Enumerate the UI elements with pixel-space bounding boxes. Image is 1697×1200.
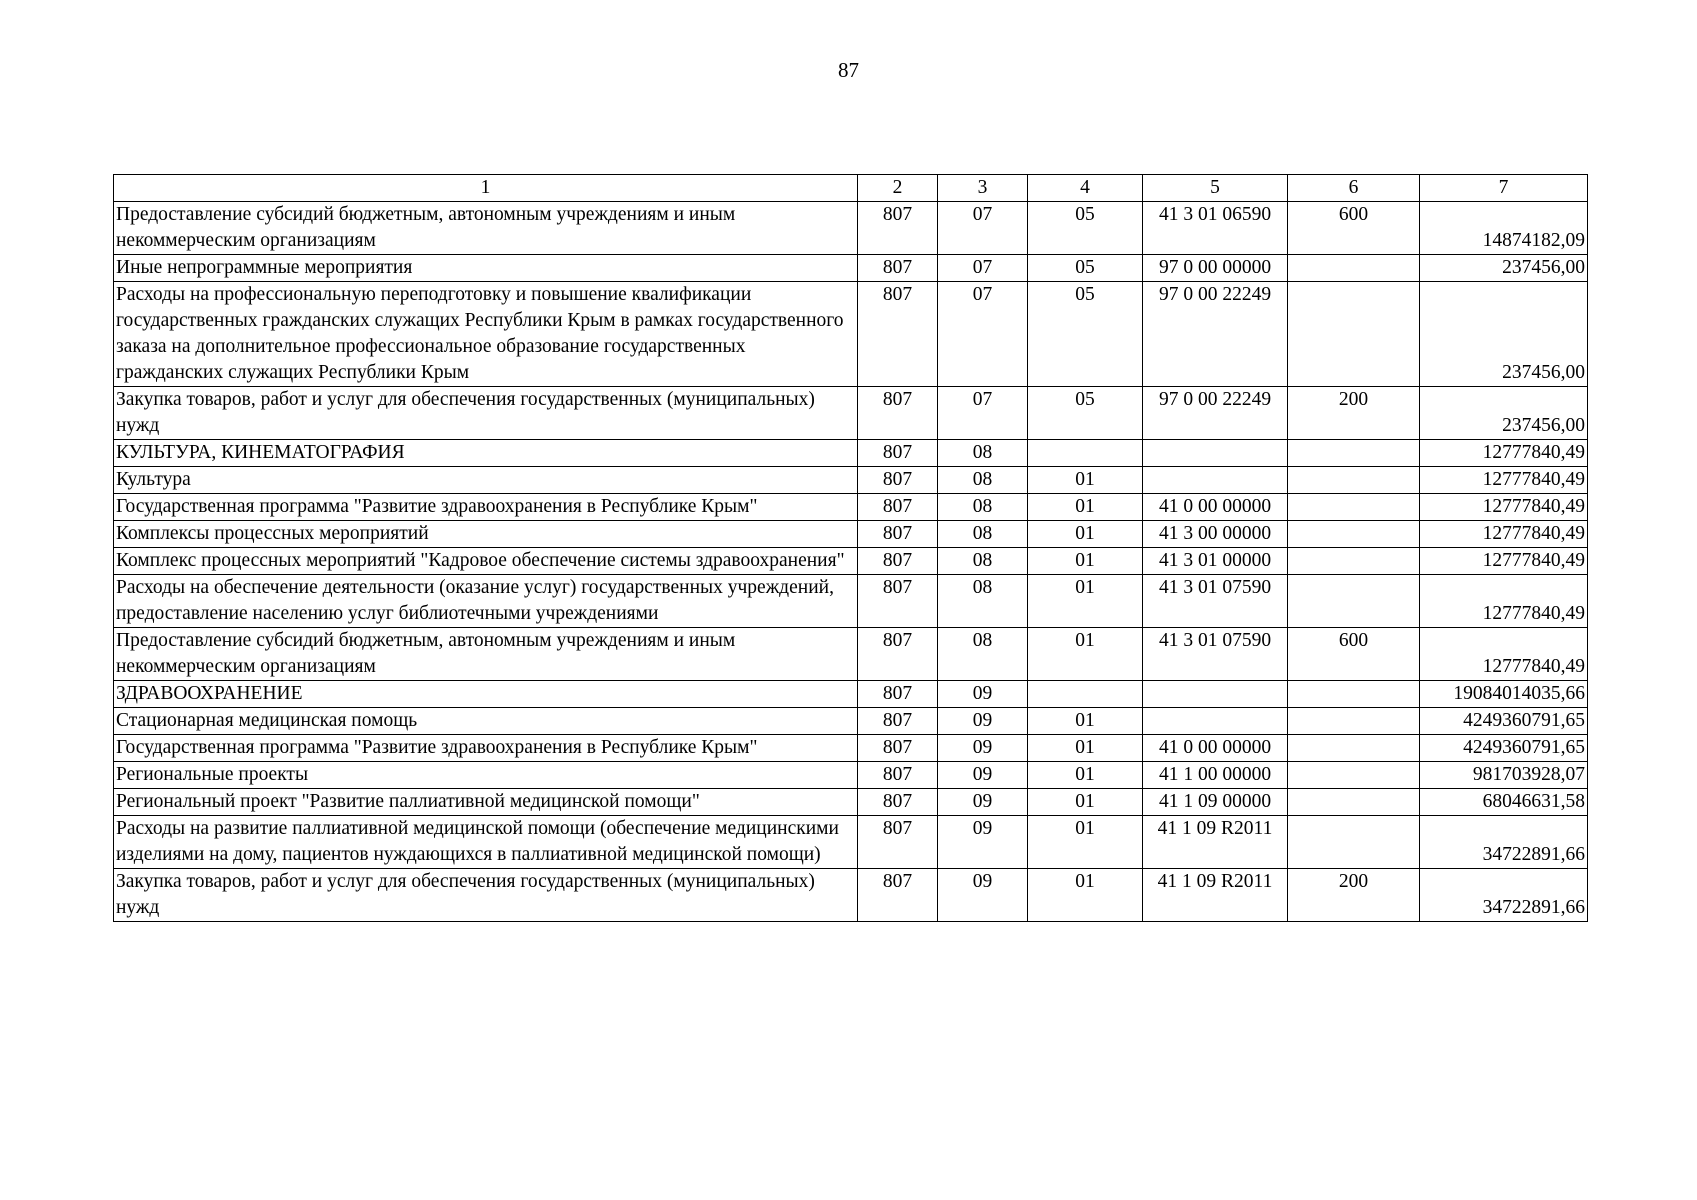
expense-type-code xyxy=(1288,282,1420,387)
amount: 981703928,07 xyxy=(1420,762,1588,789)
expense-type-code xyxy=(1288,440,1420,467)
grbs-code: 807 xyxy=(858,387,938,440)
item-name: Комплексы процессных мероприятий xyxy=(114,521,858,548)
target-article-code: 41 1 09 R2011 xyxy=(1143,869,1288,922)
item-name: Предоставление субсидий бюджетным, автономным учреждениям и иным некоммерческим организациям xyxy=(114,628,858,681)
expense-type-code: 200 xyxy=(1288,387,1420,440)
section-code: 09 xyxy=(938,708,1028,735)
table-row xyxy=(114,708,1588,735)
amount: 4249360791,65 xyxy=(1420,708,1588,735)
amount: 12777840,49 xyxy=(1420,521,1588,548)
table-row xyxy=(114,467,1588,494)
column-header: 7 xyxy=(1420,175,1588,202)
section-code: 08 xyxy=(938,628,1028,681)
expense-type-code xyxy=(1288,762,1420,789)
expense-type-code xyxy=(1288,255,1420,282)
subsection-code: 01 xyxy=(1028,575,1143,628)
grbs-code: 807 xyxy=(858,869,938,922)
amount: 68046631,58 xyxy=(1420,789,1588,816)
table-row xyxy=(114,575,1588,628)
section-code: 09 xyxy=(938,869,1028,922)
section-code: 07 xyxy=(938,255,1028,282)
subsection-code: 01 xyxy=(1028,735,1143,762)
subsection-code: 01 xyxy=(1028,869,1143,922)
section-code: 08 xyxy=(938,440,1028,467)
expense-type-code xyxy=(1288,708,1420,735)
amount: 12777840,49 xyxy=(1420,440,1588,467)
subsection-code: 01 xyxy=(1028,789,1143,816)
target-article-code: 41 3 01 07590 xyxy=(1143,575,1288,628)
expense-type-code: 200 xyxy=(1288,869,1420,922)
item-name: Региональные проекты xyxy=(114,762,858,789)
subsection-code: 01 xyxy=(1028,708,1143,735)
section-code: 09 xyxy=(938,816,1028,869)
item-name: Предоставление субсидий бюджетным, автономным учреждениям и иным некоммерческим организациям xyxy=(114,202,858,255)
subsection-code: 01 xyxy=(1028,467,1143,494)
column-header: 6 xyxy=(1288,175,1420,202)
expense-type-code xyxy=(1288,548,1420,575)
subsection-code: 05 xyxy=(1028,202,1143,255)
section-code: 09 xyxy=(938,789,1028,816)
target-article-code: 97 0 00 22249 xyxy=(1143,387,1288,440)
amount: 4249360791,65 xyxy=(1420,735,1588,762)
target-article-code: 41 0 00 00000 xyxy=(1143,494,1288,521)
target-article-code: 97 0 00 00000 xyxy=(1143,255,1288,282)
item-name: Закупка товаров, работ и услуг для обеспечения государственных (муниципальных) нужд xyxy=(114,869,858,922)
target-article-code: 41 1 09 R2011 xyxy=(1143,816,1288,869)
target-article-code xyxy=(1143,708,1288,735)
expense-type-code xyxy=(1288,494,1420,521)
table-row xyxy=(114,628,1588,681)
table-row xyxy=(114,548,1588,575)
target-article-code: 41 0 00 00000 xyxy=(1143,735,1288,762)
grbs-code: 807 xyxy=(858,467,938,494)
expense-type-code xyxy=(1288,735,1420,762)
item-name: ЗДРАВООХРАНЕНИЕ xyxy=(114,681,858,708)
item-name: Региональный проект "Развитие паллиативной медицинской помощи" xyxy=(114,789,858,816)
subsection-code: 01 xyxy=(1028,628,1143,681)
expense-type-code xyxy=(1288,681,1420,708)
section-code: 07 xyxy=(938,387,1028,440)
amount: 14874182,09 xyxy=(1420,202,1588,255)
section-code: 07 xyxy=(938,282,1028,387)
item-name: Культура xyxy=(114,467,858,494)
grbs-code: 807 xyxy=(858,789,938,816)
amount: 12777840,49 xyxy=(1420,467,1588,494)
target-article-code: 41 3 00 00000 xyxy=(1143,521,1288,548)
item-name: Стационарная медицинская помощь xyxy=(114,708,858,735)
target-article-code xyxy=(1143,467,1288,494)
item-name: Расходы на профессиональную переподготовку и повышение квалификации государственных гражданских служащих Республики Крым в рамках государственного заказа на дополнительное профессиональное образование государственных гражданских служащих Республики Крым xyxy=(114,282,858,387)
budget-table xyxy=(113,174,1588,922)
section-code: 08 xyxy=(938,467,1028,494)
item-name: Государственная программа "Развитие здравоохранения в Республике Крым" xyxy=(114,735,858,762)
column-header: 1 xyxy=(114,175,858,202)
expense-type-code xyxy=(1288,816,1420,869)
item-name: Государственная программа "Развитие здравоохранения в Республике Крым" xyxy=(114,494,858,521)
subsection-code: 05 xyxy=(1028,387,1143,440)
section-code: 07 xyxy=(938,202,1028,255)
subsection-code: 01 xyxy=(1028,521,1143,548)
subsection-code xyxy=(1028,681,1143,708)
grbs-code: 807 xyxy=(858,494,938,521)
table-row xyxy=(114,869,1588,922)
section-code: 08 xyxy=(938,494,1028,521)
table-row xyxy=(114,681,1588,708)
grbs-code: 807 xyxy=(858,202,938,255)
grbs-code: 807 xyxy=(858,708,938,735)
table-row xyxy=(114,762,1588,789)
grbs-code: 807 xyxy=(858,816,938,869)
target-article-code: 41 3 01 00000 xyxy=(1143,548,1288,575)
column-header: 3 xyxy=(938,175,1028,202)
target-article-code xyxy=(1143,440,1288,467)
amount: 12777840,49 xyxy=(1420,494,1588,521)
grbs-code: 807 xyxy=(858,735,938,762)
table-row xyxy=(114,202,1588,255)
item-name: Комплекс процессных мероприятий "Кадровое обеспечение системы здравоохранения" xyxy=(114,548,858,575)
table-row xyxy=(114,282,1588,387)
grbs-code: 807 xyxy=(858,628,938,681)
subsection-code: 05 xyxy=(1028,255,1143,282)
expense-type-code xyxy=(1288,521,1420,548)
amount: 12777840,49 xyxy=(1420,628,1588,681)
item-name: КУЛЬТУРА, КИНЕМАТОГРАФИЯ xyxy=(114,440,858,467)
section-code: 08 xyxy=(938,521,1028,548)
expense-type-code: 600 xyxy=(1288,202,1420,255)
column-header: 2 xyxy=(858,175,938,202)
target-article-code: 41 3 01 06590 xyxy=(1143,202,1288,255)
item-name: Иные непрограммные мероприятия xyxy=(114,255,858,282)
target-article-code: 41 1 09 00000 xyxy=(1143,789,1288,816)
amount: 237456,00 xyxy=(1420,282,1588,387)
grbs-code: 807 xyxy=(858,762,938,789)
table-row xyxy=(114,789,1588,816)
item-name: Расходы на обеспечение деятельности (оказание услуг) государственных учреждений, предоставление населению услуг библиотечными учреждениями xyxy=(114,575,858,628)
grbs-code: 807 xyxy=(858,282,938,387)
page-number: 87 xyxy=(838,58,859,82)
section-code: 08 xyxy=(938,575,1028,628)
grbs-code: 807 xyxy=(858,440,938,467)
grbs-code: 807 xyxy=(858,548,938,575)
section-code: 09 xyxy=(938,762,1028,789)
grbs-code: 807 xyxy=(858,255,938,282)
table-row xyxy=(114,255,1588,282)
amount: 237456,00 xyxy=(1420,255,1588,282)
grbs-code: 807 xyxy=(858,521,938,548)
target-article-code xyxy=(1143,681,1288,708)
section-code: 09 xyxy=(938,735,1028,762)
target-article-code: 97 0 00 22249 xyxy=(1143,282,1288,387)
subsection-code: 01 xyxy=(1028,762,1143,789)
grbs-code: 807 xyxy=(858,681,938,708)
subsection-code: 01 xyxy=(1028,494,1143,521)
amount: 237456,00 xyxy=(1420,387,1588,440)
item-name: Расходы на развитие паллиативной медицинской помощи (обеспечение медицинскими изделиями на дому, пациентов нуждающихся в паллиативной медицинской помощи) xyxy=(114,816,858,869)
grbs-code: 807 xyxy=(858,575,938,628)
table-row xyxy=(114,735,1588,762)
amount: 12777840,49 xyxy=(1420,548,1588,575)
amount: 12777840,49 xyxy=(1420,575,1588,628)
table-row xyxy=(114,521,1588,548)
column-header: 4 xyxy=(1028,175,1143,202)
target-article-code: 41 1 00 00000 xyxy=(1143,762,1288,789)
subsection-code: 01 xyxy=(1028,816,1143,869)
table-row xyxy=(114,816,1588,869)
target-article-code: 41 3 01 07590 xyxy=(1143,628,1288,681)
amount: 34722891,66 xyxy=(1420,869,1588,922)
table-row xyxy=(114,387,1588,440)
table-row xyxy=(114,494,1588,521)
subsection-code: 01 xyxy=(1028,548,1143,575)
amount: 19084014035,66 xyxy=(1420,681,1588,708)
section-code: 09 xyxy=(938,681,1028,708)
column-header: 5 xyxy=(1143,175,1288,202)
subsection-code: 05 xyxy=(1028,282,1143,387)
table-header-row xyxy=(114,175,1588,202)
item-name: Закупка товаров, работ и услуг для обеспечения государственных (муниципальных) нужд xyxy=(114,387,858,440)
table-row xyxy=(114,440,1588,467)
table-body xyxy=(114,175,1588,922)
expense-type-code: 600 xyxy=(1288,628,1420,681)
expense-type-code xyxy=(1288,789,1420,816)
section-code: 08 xyxy=(938,548,1028,575)
amount: 34722891,66 xyxy=(1420,816,1588,869)
expense-type-code xyxy=(1288,575,1420,628)
subsection-code xyxy=(1028,440,1143,467)
expense-type-code xyxy=(1288,467,1420,494)
